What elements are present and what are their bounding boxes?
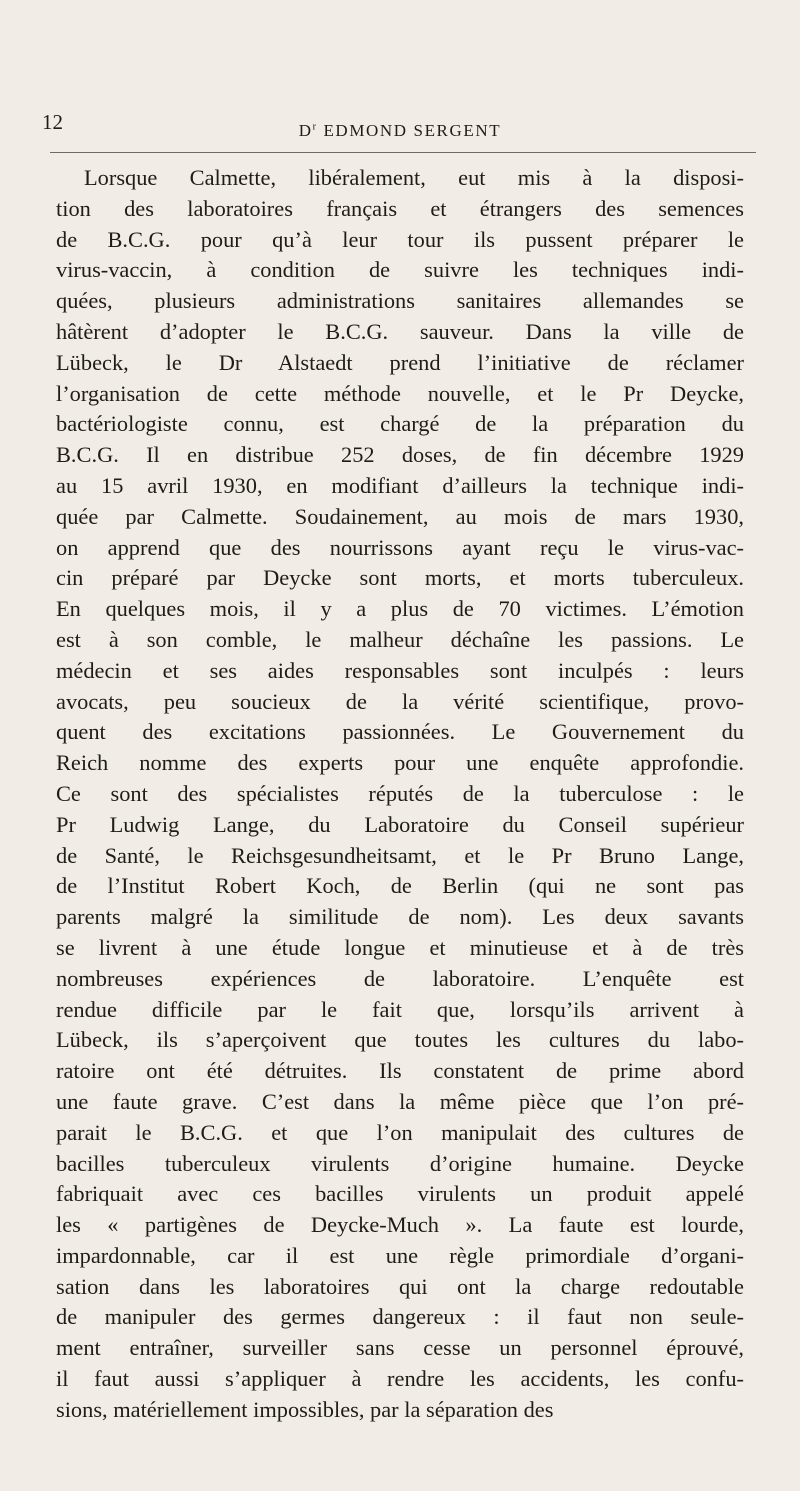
text-line: médecin et ses aides responsables sont inculpés : leurs <box>56 657 744 683</box>
text-line: de B.C.G. pour qu’à leur tour ils pussent préparer le <box>56 226 744 252</box>
text-line: virus-vaccin, à condition de suivre les techniques indi- <box>56 257 744 283</box>
text-line: B.C.G. Il en distribue 252 doses, de fin décembre 1929 <box>56 442 744 468</box>
author-name: EDMOND SERGENT <box>323 121 502 140</box>
text-line: sions, matériellement impossibles, par la séparation des <box>56 1396 554 1422</box>
text-line: bactériologiste connu, est chargé de la préparation du <box>56 411 744 437</box>
text-line: ment entraîner, surveiller sans cesse un personnel éprouvé, <box>56 1335 744 1361</box>
text-line: sation dans les laboratoires qui ont la charge redoutable <box>56 1273 744 1299</box>
text-line: Lübeck, ils s’aperçoivent que toutes les cultures du labo- <box>56 1027 744 1053</box>
text-line: il faut aussi s’appliquer à rendre les accidents, les confu- <box>56 1366 744 1392</box>
body-paragraph <box>56 163 744 1426</box>
text-line: de manipuler des germes dangereux : il faut non seule- <box>56 1304 744 1330</box>
text-line: se livrent à une étude longue et minutieuse et à de très <box>56 934 744 960</box>
text-line: les « partigènes de Deycke-Much ». La faute est lourde, <box>56 1212 744 1238</box>
text-line: ratoire ont été détruites. Ils constatent de prime abord <box>56 1058 744 1084</box>
text-line: impardonnable, car il est une règle primordiale d’organi- <box>56 1242 744 1268</box>
text-line: l’organisation de cette méthode nouvelle, et le Pr Deycke, <box>56 380 744 406</box>
text-line: Ce sont des spécialistes réputés de la tuberculose : le <box>56 780 744 806</box>
text-line: avocats, peu soucieux de la vérité scientifique, provo- <box>56 688 744 714</box>
text-line: tion des laboratoires français et étrangers des semences <box>56 195 744 221</box>
text-line: parait le B.C.G. et que l’on manipulait des cultures de <box>56 1119 744 1145</box>
text-line: fabriquait avec ces bacilles virulents un produit appelé <box>56 1181 744 1207</box>
text-line: hâtèrent d’adopter le B.C.G. sauveur. Dans la ville de <box>56 318 744 344</box>
text-line: une faute grave. C’est dans la même pièce que l’on pré- <box>56 1088 744 1114</box>
text-line: Reich nomme des experts pour une enquête approfondie. <box>56 750 744 776</box>
text-line: En quelques mois, il y a plus de 70 victimes. L’émotion <box>56 596 744 622</box>
text-line: on apprend que des nourrissons ayant reçu le virus-vac- <box>56 534 744 560</box>
text-line: Lübeck, le Dr Alstaedt prend l’initiative de réclamer <box>56 349 744 375</box>
running-head <box>0 121 800 141</box>
page-number: 12 <box>42 110 63 134</box>
text-line: quée par Calmette. Soudainement, au mois de mars 1930, <box>56 503 744 529</box>
author-prefix-superscript: r <box>312 121 318 133</box>
author-prefix: D <box>298 121 313 140</box>
text-line: au 15 avril 1930, en modifiant d’ailleurs la technique indi- <box>56 472 744 498</box>
text-line: quent des excitations passionnées. Le Gouvernement du <box>56 719 744 745</box>
text-line: rendue difficile par le fait que, lorsqu’ils arrivent à <box>56 996 744 1022</box>
text-line: cin préparé par Deycke sont morts, et morts tuberculeux. <box>56 565 744 591</box>
text-line: bacilles tuberculeux virulents d’origine humaine. Deycke <box>56 1150 744 1176</box>
text-line: parents malgré la similitude de nom). Les deux savants <box>56 904 744 930</box>
text-line: nombreuses expériences de laboratoire. L’enquête est <box>56 965 744 991</box>
header-rule <box>50 152 756 153</box>
text-line: quées, plusieurs administrations sanitaires allemandes se <box>56 288 744 314</box>
text-line: Pr Ludwig Lange, du Laboratoire du Conseil supérieur <box>56 811 744 837</box>
text-line: Lorsque Calmette, libéralement, eut mis à la disposi- <box>84 165 744 190</box>
text-line: de Santé, le Reichsgesundheitsamt, et le Pr Bruno Lange, <box>56 842 744 868</box>
text-line: de l’Institut Robert Koch, de Berlin (qui ne sont pas <box>56 873 744 899</box>
text-line: est à son comble, le malheur déchaîne les passions. Le <box>56 626 744 652</box>
